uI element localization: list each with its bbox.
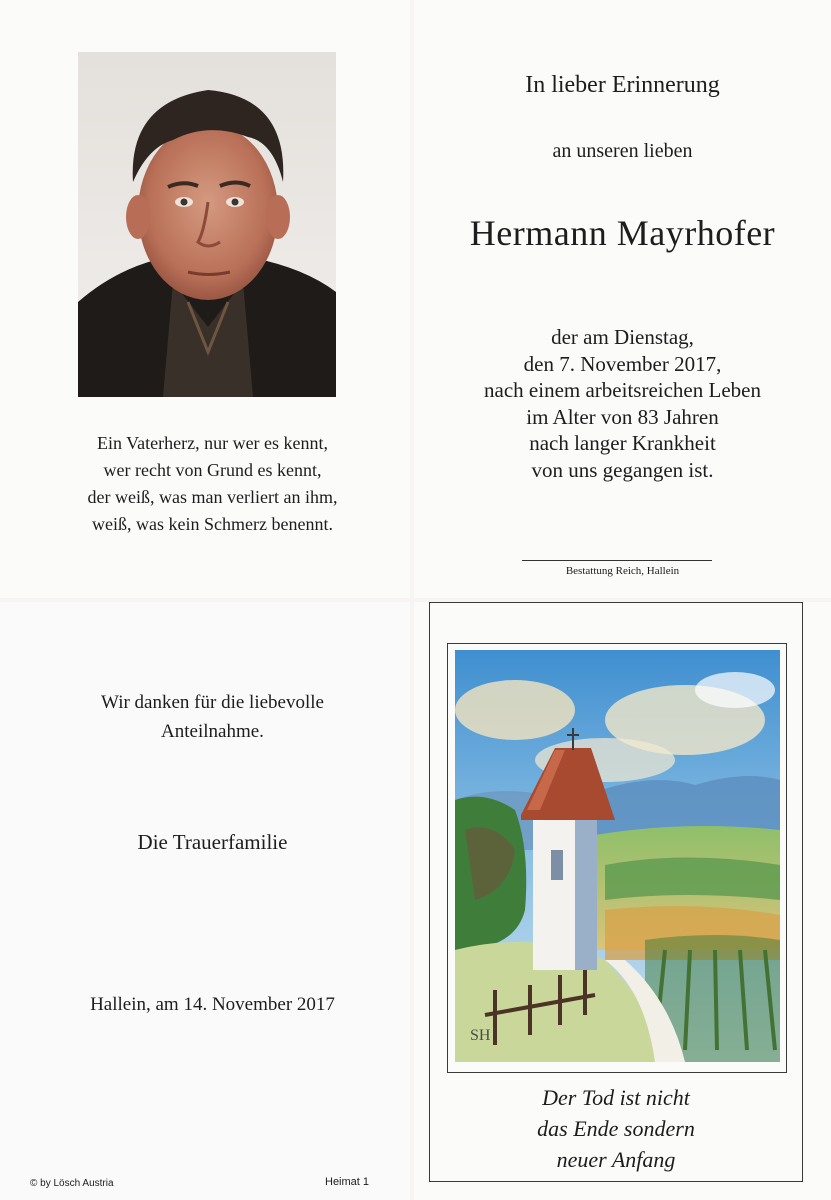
quote-line: Der Tod ist nicht (542, 1085, 690, 1110)
divider-line (522, 560, 712, 561)
quote-line: das Ende sondern (537, 1116, 695, 1141)
artist-monogram: SH (470, 1027, 491, 1044)
death-notice-line: der am Dienstag, (551, 325, 694, 349)
place-date: Hallein, am 14. November 2017 (90, 994, 335, 1015)
series-label: Heimat 1 (325, 1176, 370, 1188)
deceased-name: Hermann Mayrhofer (469, 213, 776, 253)
verse-line: Ein Vaterherz, nur wer es kennt, (96, 433, 329, 453)
death-notice-line: nach langer Krankheit (529, 431, 716, 455)
death-notice (414, 324, 831, 483)
death-notice-line: nach einem arbeitsreichen Leben (484, 378, 761, 402)
death-notice-line: im Alter von 83 Jahren (526, 404, 719, 429)
verse-line: weiß, was kein Schmerz benennt. (92, 514, 333, 534)
undertaker-credit: Bestattung Reich, Hallein (565, 565, 680, 577)
thanks-line: Wir danken für die liebevolle (101, 692, 324, 713)
memorial-subheading: an unseren lieben (552, 140, 693, 162)
memorial-verse (40, 430, 385, 538)
closing-quote (429, 1082, 803, 1175)
quote-line: neuer Anfang (556, 1147, 676, 1172)
death-notice-line: den 7. November 2017, (523, 351, 722, 376)
thanks-text (30, 688, 395, 746)
copyright-note: © by Lösch Austria (30, 1178, 114, 1189)
verse-line: der weiß, was man verliert an ihm, (87, 487, 338, 507)
family-signature: Die Trauerfamilie (137, 830, 288, 854)
watercolor-chapel-painting (455, 650, 780, 1062)
memorial-heading: In lieber Erinnerung (525, 72, 720, 98)
death-notice-line: von uns gegangen ist. (531, 457, 714, 482)
verse-line: wer recht von Grund es kennt, (103, 460, 322, 480)
portrait-photo (78, 52, 336, 397)
thanks-line: Anteilnahme. (161, 721, 264, 742)
